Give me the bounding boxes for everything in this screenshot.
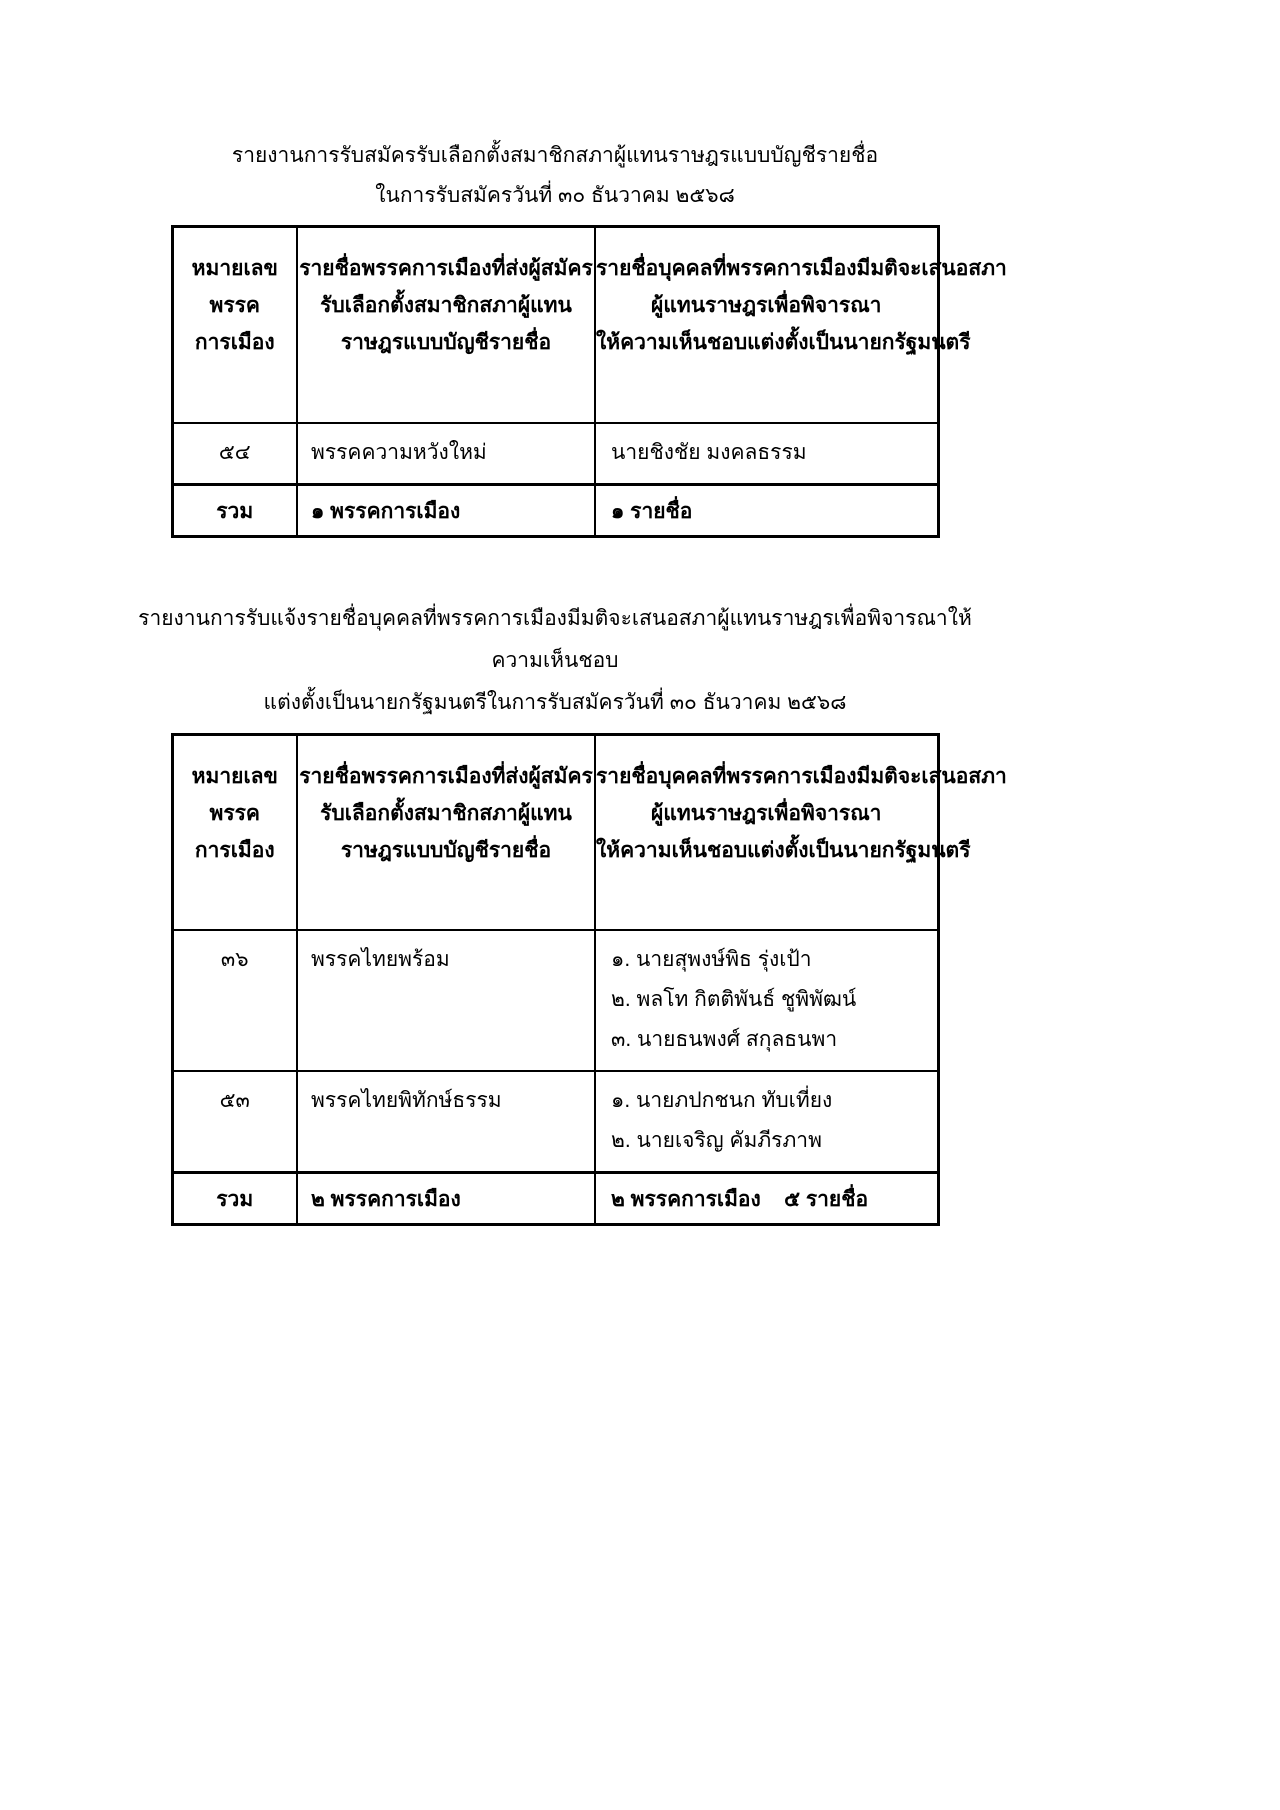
table2-header-party-name: [297, 734, 595, 930]
summary-candidate-total-cell: ๒ พรรคการเมือง ๕ รายชื่อ: [595, 1173, 938, 1225]
summary-row: [172, 484, 938, 536]
table-row: [172, 1071, 938, 1173]
table2-header-row: [172, 734, 938, 930]
header-line: ผู้แทนราษฎรเพื่อพิจารณา: [651, 294, 882, 317]
section1-title-line2: ในการรับสมัครวันที่ ๓๐ ธันวาคม ๒๕๖๘: [375, 184, 735, 207]
header-line: รับเลือกตั้งสมาชิกสภาผู้แทน: [320, 801, 572, 825]
table2-header-candidates: [595, 734, 1007, 930]
header-line: หมายเลข: [191, 764, 278, 788]
header-line: พรรค: [209, 801, 260, 825]
table2-header-party-number: [172, 734, 297, 930]
candidates-cell: [595, 1071, 938, 1173]
candidate-name: ๒. พลโท กิตติพันธ์ ชูพิพัฒน์: [611, 988, 857, 1011]
summary-row: [172, 1173, 938, 1225]
table-row: [172, 423, 938, 485]
header-line: การเมือง: [194, 838, 275, 862]
header-line: ราษฎรแบบบัญชีรายชื่อ: [340, 838, 552, 862]
party-number-cell: ๕๓: [172, 1071, 297, 1173]
table1-header-row: [172, 227, 938, 423]
candidate-name: ๒. นายเจริญ คัมภีรภาพ: [611, 1129, 822, 1152]
summary-label-cell: รวม: [172, 484, 297, 536]
header-line: ให้ความเห็นชอบแต่งตั้งเป็นนายกรัฐมนตรี: [596, 838, 971, 862]
header-line: หมายเลข: [191, 257, 278, 280]
header-line: รายชื่อพรรคการเมืองที่ส่งผู้สมัคร: [299, 257, 593, 280]
section2-title-line1: รายงานการรับแจ้งรายชื่อบุคคลที่พรรคการเมืองมีมติจะเสนอสภาผู้แทนราษฎรเพื่อพิจารณาให้ความเห็นชอบ: [138, 606, 972, 672]
header-line: พรรค: [209, 294, 260, 317]
header-line: ราษฎรแบบบัญชีรายชื่อ: [340, 331, 552, 354]
section1-title: [120, 136, 990, 216]
pm-nominee-table: [171, 733, 1007, 1227]
header-line: รายชื่อบุคคลที่พรรคการเมืองมีมติจะเสนอสภา: [596, 764, 1007, 788]
candidate-name: ๑. นายภปกชนก ทับเที่ยง: [611, 1089, 833, 1112]
section2-title: [120, 598, 990, 724]
header-line: ให้ความเห็นชอบแต่งตั้งเป็นนายกรัฐมนตรี: [596, 331, 971, 354]
header-line: ผู้แทนราษฎรเพื่อพิจารณา: [651, 801, 882, 825]
candidate-name: ๓. นายธนพงศ์ สกุลธนพา: [611, 1028, 838, 1051]
table1-header-party-number: [172, 227, 297, 423]
party-number-cell: ๕๔: [172, 423, 297, 485]
candidate-name: นายชิงชัย มงคลธรรม: [611, 440, 807, 464]
header-line: การเมือง: [194, 331, 275, 354]
candidate-name: ๑. นายสุพงษ์พิธ รุ่งเป้า: [611, 948, 812, 971]
table1-header-party-name: [297, 227, 595, 423]
summary-label-cell: รวม: [172, 1173, 297, 1225]
summary-party-total-cell: ๒ พรรคการเมือง: [297, 1173, 595, 1225]
document-content: [120, 0, 1007, 1226]
header-line: รายชื่อพรรคการเมืองที่ส่งผู้สมัคร: [299, 764, 593, 788]
header-line: รับเลือกตั้งสมาชิกสภาผู้แทน: [320, 294, 572, 317]
party-number-cell: ๓๖: [172, 930, 297, 1071]
party-name-cell: พรรคความหวังใหม่: [297, 423, 595, 485]
header-line: รายชื่อบุคคลที่พรรคการเมืองมีมติจะเสนอสภา: [596, 257, 1007, 280]
party-name-cell: พรรคไทยพิทักษ์ธรรม: [297, 1071, 595, 1173]
candidates-cell: [595, 930, 938, 1071]
summary-candidate-total-cell: ๑ รายชื่อ: [595, 484, 938, 536]
section1-title-line1: รายงานการรับสมัครรับเลือกตั้งสมาชิกสภาผู้แทนราษฎรแบบบัญชีรายชื่อ: [231, 144, 879, 167]
registration-table: [171, 225, 1007, 538]
section2-title-line2: แต่งตั้งเป็นนายกรัฐมนตรีในการรับสมัครวันที่ ๓๐ ธันวาคม ๒๕๖๘: [263, 690, 847, 714]
summary-party-total-cell: ๑ พรรคการเมือง: [297, 484, 595, 536]
table1-header-candidates: [595, 227, 1007, 423]
table-row: [172, 930, 938, 1071]
candidates-cell: [595, 423, 938, 485]
party-name-cell: พรรคไทยพร้อม: [297, 930, 595, 1071]
